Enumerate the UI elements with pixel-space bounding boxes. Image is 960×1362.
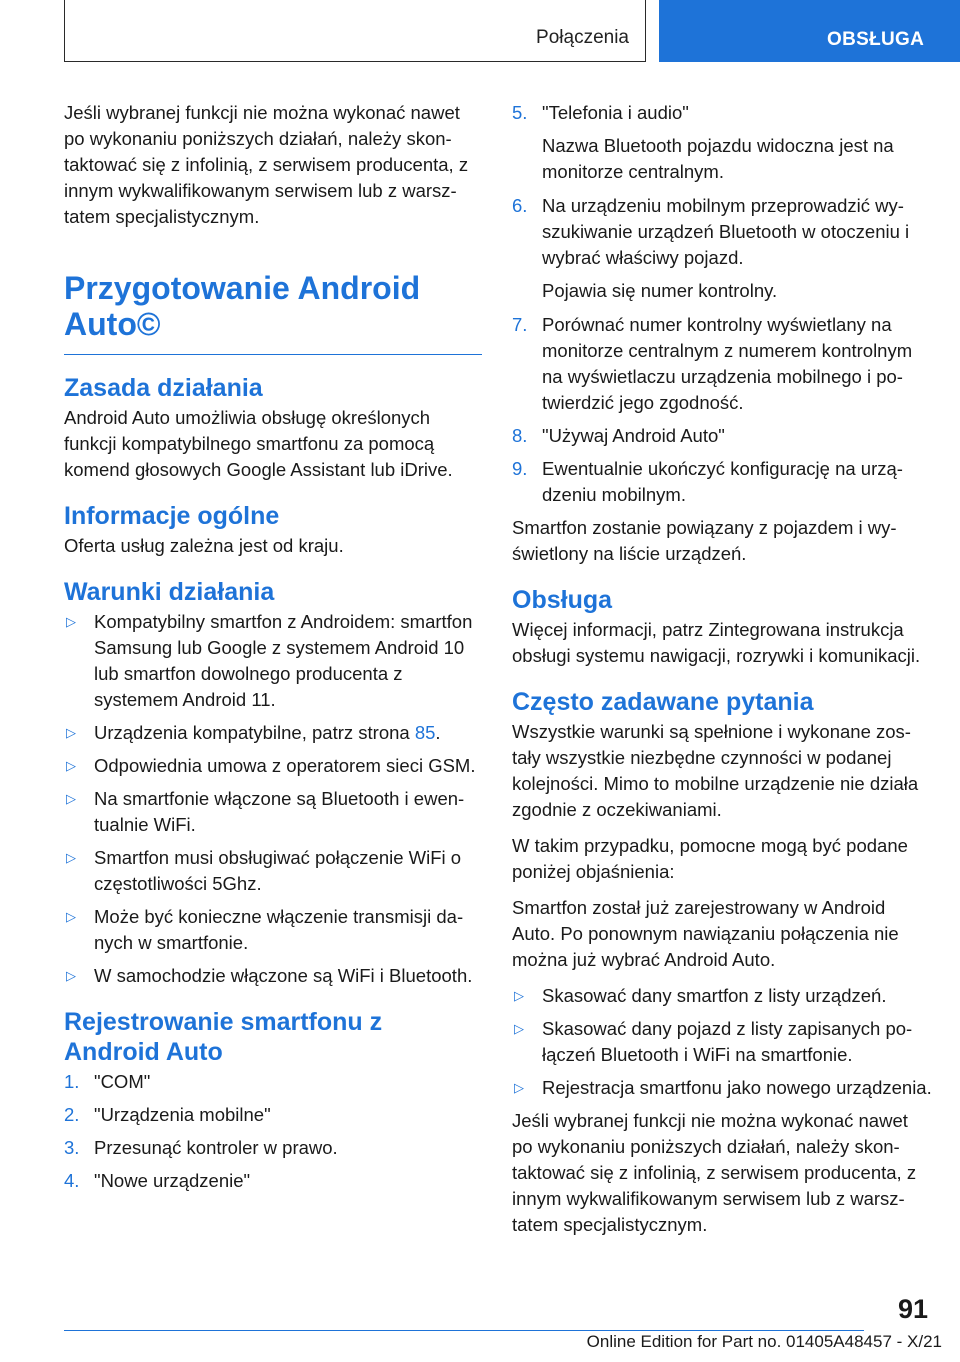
paired-text: Smartfon zostanie powiązany z pojazdem i wyświetlony na liście urządzeń. (512, 517, 897, 564)
list-item: ▷ Smartfon musi obsługiwać połączenie WiFi o częstotliwości 5Ghz. (66, 847, 462, 894)
registration-steps (64, 1069, 482, 1194)
triangle-bullet-icon: ▷ (514, 1021, 524, 1036)
list-item: ▷ Rejestracja smartfonu jako nowego urządzenia. (512, 1075, 932, 1101)
header-section-title: Połączenia (536, 27, 629, 48)
left-column (64, 100, 482, 1201)
conditions-heading: Warunki działania (64, 578, 275, 606)
list-item: ▷ Może być konieczne włączenie transmisji danych w smartfonie. (66, 906, 464, 953)
step-note: Nazwa Bluetooth pojazdu widoczna jest na monitorze centralnym. (542, 135, 894, 182)
triangle-bullet-icon: ▷ (66, 968, 76, 983)
operation-heading: Obsługa (512, 586, 613, 614)
conditions-list (64, 609, 482, 989)
principle-text: Android Auto umożliwia obsługę określonych funkcji kompatybilnego smartfonu za pomocą komend głosowych Google Assistant lub iDrive. (64, 407, 453, 480)
list-item: ▷ Odpowiednia umowa z operatorem sieci GSM. (64, 753, 482, 779)
footer-edition: Online Edition for Part no. 01405A48457 - X/21 (586, 1332, 942, 1351)
step-item: 7. Porównać numer kontrolny wyświetlany na monitorze centralnym z numerem kontrolnym na wyświetlaczu urządzenia mobilnego i potwierdzić jego zgodność. (512, 314, 913, 413)
triangle-bullet-icon: ▷ (66, 758, 76, 773)
list-item: ▷ Na smartfonie włączone są Bluetooth i ewentualnie WiFi. (66, 788, 465, 835)
operation-text: Więcej informacji, patrz Zintegrowana instrukcja obsługi systemu nawigacji, rozrywki i komunikacji. (512, 619, 921, 666)
list-item: ▷ Urządzenia kompatybilne, patrz strona 85. (64, 720, 482, 746)
footer-divider (64, 1330, 864, 1331)
list-item: ▷ Skasować dany smartfon z listy urządzeń. (512, 983, 932, 1009)
general-heading: Informacje ogólne (64, 502, 280, 530)
step-item: 3. Przesunąć kontroler w prawo. (64, 1137, 338, 1158)
registration-heading: Rejestrowanie smartfonu z Android Auto (64, 1008, 383, 1066)
step-item: 6. Na urządzeniu mobilnym przeprowadzić wyszukiwanie urządzeń Bluetooth w otoczeniu i wybrać właściwy pojazd. (512, 195, 910, 268)
triangle-bullet-icon: ▷ (66, 909, 76, 924)
closing-paragraph: Jeśli wybranej funkcji nie można wykonać nawet po wykonaniu poniższych działań, należy skontaktować się z infolinią, z serwisem producenta, z innym wykwalifikowanym serwisem lub z warsztatem specjalistycznym. (512, 1110, 917, 1235)
general-text: Oferta usług zależna jest od kraju. (64, 535, 344, 556)
principle-heading: Zasada działania (64, 374, 263, 402)
triangle-bullet-icon: ▷ (514, 988, 524, 1003)
right-column (512, 100, 932, 1248)
header-section-tab (64, 0, 646, 62)
page-title: Przygotowanie Android Auto© (64, 270, 482, 355)
page-link[interactable]: 85 (414, 722, 436, 743)
header-chapter-tab: OBSŁUGA (659, 0, 960, 62)
step-item: 1. "COM" (64, 1071, 151, 1092)
triangle-bullet-icon: ▷ (66, 725, 76, 740)
list-item: ▷ Skasować dany pojazd z listy zapisanych połączeń Bluetooth i WiFi na smartfonie. (514, 1018, 913, 1065)
faq-paragraph: Wszystkie warunki są spełnione i wykonane zostały wszystkie niezbędne czynności w podanej kolejności. Mimo to mobilne urządzenie nie działa zgodnie z oczekiwaniami. (512, 721, 919, 820)
faq-paragraph: Smartfon został już zarejestrowany w Android Auto. Po ponownym nawiązaniu połączenia nie można już wybrać Android Auto. (512, 897, 899, 970)
list-item: ▷ W samochodzie włączone są WiFi i Bluetooth. (64, 963, 482, 989)
step-item: 8. "Używaj Android Auto" (512, 425, 725, 446)
faq-list (512, 983, 932, 1101)
step-note: Pojawia się numer kontrolny. (542, 280, 778, 301)
faq-heading: Często zadawane pytania (512, 688, 814, 716)
page-number: 91 (897, 1294, 928, 1324)
faq-paragraph: W takim przypadku, pomocne mogą być podane poniżej objaśnienia: (512, 835, 908, 882)
step-item: 5. "Telefonia i audio" (512, 102, 689, 123)
step-item: 2. "Urządzenia mobilne" (64, 1104, 271, 1125)
list-item: ▷ Kompatybilny smartfon z Androidem: smartfon Samsung lub Google z systemem Android 10 lub smartfon dowolnego producenta z systemem Android 11. (66, 611, 473, 710)
registration-steps-continued (512, 100, 932, 126)
triangle-bullet-icon: ▷ (66, 614, 76, 629)
triangle-bullet-icon: ▷ (66, 850, 76, 865)
step-item: 9. Ewentualnie ukończyć konfigurację na urządzeniu mobilnym. (512, 458, 903, 505)
triangle-bullet-icon: ▷ (514, 1080, 524, 1095)
step-item: 4. "Nowe urządzenie" (64, 1170, 251, 1191)
triangle-bullet-icon: ▷ (66, 791, 76, 806)
intro-paragraph: Jeśli wybranej funkcji nie można wykonać nawet po wykonaniu poniższych działań, należy skontaktować się z infolinią, z serwisem producenta, z innym wykwalifikowanym serwisem lub z warsztatem specjalistycznym. (64, 102, 469, 227)
